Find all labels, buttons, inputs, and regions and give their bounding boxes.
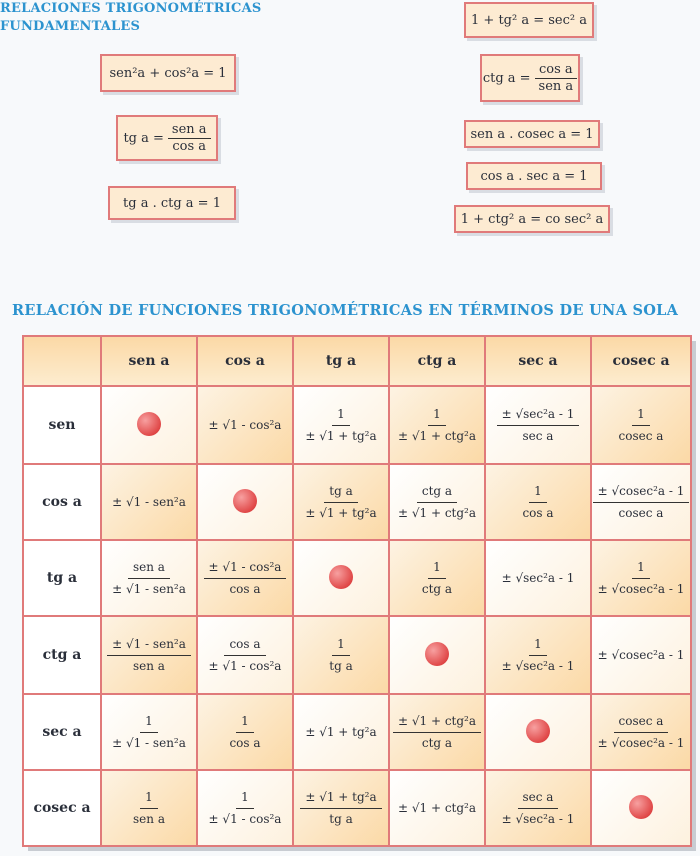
table-cell — [293, 770, 389, 846]
fraction-denominator: tg a — [329, 658, 353, 673]
cell-fraction — [300, 406, 381, 445]
cell-fraction — [497, 789, 580, 828]
fraction-numerator: cos a — [535, 62, 577, 79]
fraction-numerator: 1 — [632, 559, 650, 579]
table-row — [23, 386, 691, 464]
identity-tg-sec — [464, 2, 594, 38]
cell-fraction — [497, 406, 580, 445]
fraction-numerator: sen a — [168, 122, 211, 139]
table-cell — [485, 386, 591, 464]
diagonal-dot-icon — [137, 412, 161, 436]
cell-fraction — [300, 789, 381, 828]
diagonal-dot-icon — [526, 719, 550, 743]
table-cell — [389, 540, 485, 616]
diagonal-dot-icon — [233, 489, 257, 513]
fraction-denominator: ± √1 - cos²a — [208, 658, 282, 673]
fraction-denominator: sen a — [133, 658, 165, 673]
cell-expression: ± √1 - sen²a — [112, 495, 186, 509]
fraction-denominator: ± √1 - cos²a — [208, 811, 282, 826]
fraction-denominator: ± √cosec²a - 1 — [597, 581, 685, 596]
row-header: ctg a — [23, 616, 101, 694]
table-cell — [485, 694, 591, 770]
cell-fraction — [497, 636, 580, 675]
table-cell — [101, 694, 197, 770]
cell-fraction — [593, 713, 690, 752]
cell-fraction — [517, 483, 558, 522]
identity-cotangent — [480, 54, 580, 102]
table-cell — [197, 464, 293, 540]
fraction-numerator: 1 — [632, 406, 650, 426]
diagonal-dot-icon — [425, 642, 449, 666]
table-row — [23, 616, 691, 694]
fraction-numerator: 1 — [140, 713, 158, 733]
identity-text: sen²a + cos²a = 1 — [109, 65, 227, 81]
heading-line-1: RELACIONES TRIGONOMÉTRICAS — [0, 1, 262, 16]
fraction-numerator: 1 — [529, 483, 547, 503]
table-cell — [197, 540, 293, 616]
cell-fraction — [393, 406, 481, 445]
table-title: RELACIÓN DE FUNCIONES TRIGONOMÉTRICAS EN TÉRMINOS DE UNA SOLA — [12, 302, 679, 319]
row-header: sen — [23, 386, 101, 464]
fraction-numerator: cosec a — [614, 713, 669, 733]
table-header-row — [23, 336, 691, 386]
column-header: cos a — [197, 336, 293, 386]
section-heading — [0, 0, 261, 36]
cell-fraction — [204, 559, 287, 598]
identity-text: 1 + ctg² a = co sec² a — [460, 211, 604, 227]
table-cell — [197, 616, 293, 694]
identity-text: cos a . sec a = 1 — [480, 168, 588, 184]
fraction-numerator: 1 — [140, 789, 158, 809]
fraction-numerator: ± √cosec²a - 1 — [593, 483, 690, 503]
cell-fraction — [417, 559, 457, 598]
fraction-denominator: sen a — [133, 811, 165, 826]
cell-fraction — [107, 713, 191, 752]
table-cell — [591, 694, 691, 770]
cell-expression: ± √sec²a - 1 — [501, 571, 575, 585]
column-header: ctg a — [389, 336, 485, 386]
fraction-denominator: ctg a — [421, 735, 453, 750]
identity-lhs: ctg a = — [482, 70, 531, 86]
cell-expression: ± √1 + tg²a — [305, 725, 377, 739]
row-header: tg a — [23, 540, 101, 616]
fraction-numerator: 1 — [236, 713, 254, 733]
table-cell — [293, 694, 389, 770]
identity-pythagorean — [100, 54, 236, 92]
cell-fraction — [300, 483, 381, 522]
fraction-numerator: 1 — [428, 406, 446, 426]
diagonal-dot-icon — [629, 795, 653, 819]
identity-tg-ctg — [108, 186, 236, 220]
fraction-denominator: cos a — [172, 138, 207, 154]
diagonal-dot-icon — [329, 565, 353, 589]
table-cell — [389, 616, 485, 694]
table-cell — [101, 770, 197, 846]
identity-tangent — [116, 115, 218, 161]
cell-fraction — [393, 483, 481, 522]
conversion-table-wrapper — [22, 335, 690, 845]
fraction-denominator: ± √1 + ctg²a — [397, 428, 477, 443]
identity-fraction — [535, 62, 578, 95]
table-cell — [293, 616, 389, 694]
table-cell — [197, 386, 293, 464]
fraction-denominator: ctg a — [421, 581, 453, 596]
fraction-denominator: cos a — [522, 505, 554, 520]
corner-cell — [23, 336, 101, 386]
identity-ctg-cosec — [454, 205, 610, 233]
table-cell — [485, 770, 591, 846]
cell-fraction — [593, 483, 690, 522]
table-cell — [293, 540, 389, 616]
heading-line-2: FUNDAMENTALES — [0, 19, 141, 34]
identity-fraction — [168, 122, 211, 155]
cell-fraction — [204, 789, 287, 828]
cell-expression: ± √cosec²a - 1 — [597, 648, 685, 662]
table-cell — [591, 616, 691, 694]
cell-fraction — [224, 713, 265, 752]
fraction-denominator: tg a — [329, 811, 353, 826]
fraction-numerator: 1 — [332, 636, 350, 656]
table-cell — [197, 694, 293, 770]
table-cell — [591, 540, 691, 616]
table-cell — [101, 616, 197, 694]
cell-fraction — [107, 636, 191, 675]
fraction-numerator: sen a — [128, 559, 170, 579]
row-header: cosec a — [23, 770, 101, 846]
table-row — [23, 694, 691, 770]
table-cell — [485, 540, 591, 616]
table-cell — [101, 540, 197, 616]
table-cell — [101, 464, 197, 540]
identity-text: tg a . ctg a = 1 — [123, 195, 221, 211]
table-row — [23, 464, 691, 540]
row-header: cos a — [23, 464, 101, 540]
fraction-numerator: 1 — [529, 636, 547, 656]
fraction-denominator: cosec a — [618, 505, 664, 520]
fraction-numerator: cos a — [224, 636, 265, 656]
fraction-numerator: 1 — [236, 789, 254, 809]
fraction-denominator: ± √1 - sen²a — [112, 735, 186, 750]
fraction-denominator: sec a — [522, 428, 554, 443]
cell-expression: ± √1 - cos²a — [208, 418, 282, 432]
fraction-denominator: ± √sec²a - 1 — [501, 658, 575, 673]
table-cell — [389, 770, 485, 846]
identity-sen-cosec — [464, 120, 600, 148]
fraction-denominator: cos a — [229, 581, 261, 596]
fraction-numerator: ± √1 + ctg²a — [393, 713, 481, 733]
table-cell — [389, 464, 485, 540]
cell-expression: ± √1 + ctg²a — [397, 801, 477, 815]
table-cell — [591, 464, 691, 540]
fraction-denominator: cos a — [229, 735, 261, 750]
fraction-numerator: ± √1 + tg²a — [300, 789, 381, 809]
fraction-numerator: sec a — [518, 789, 559, 809]
table-cell — [389, 694, 485, 770]
table-cell — [485, 464, 591, 540]
fraction-numerator: 1 — [428, 559, 446, 579]
fraction-numerator: ctg a — [417, 483, 457, 503]
cell-fraction — [593, 559, 690, 598]
fraction-numerator: ± √sec²a - 1 — [497, 406, 580, 426]
fraction-denominator: sen a — [538, 78, 574, 94]
table-cell — [293, 386, 389, 464]
fraction-denominator: ± √sec²a - 1 — [501, 811, 575, 826]
cell-fraction — [204, 636, 287, 675]
column-header: cosec a — [591, 336, 691, 386]
identity-text: sen a . cosec a = 1 — [470, 126, 594, 142]
table-cell — [591, 770, 691, 846]
table-cell — [591, 386, 691, 464]
table-cell — [293, 464, 389, 540]
table-cell — [197, 770, 293, 846]
table-row — [23, 770, 691, 846]
cell-fraction — [324, 636, 357, 675]
identity-cos-sec — [466, 162, 602, 190]
column-header: sec a — [485, 336, 591, 386]
row-header: sec a — [23, 694, 101, 770]
fraction-denominator: ± √1 + tg²a — [305, 428, 377, 443]
table-cell — [485, 616, 591, 694]
cell-fraction — [393, 713, 481, 752]
cell-fraction — [614, 406, 669, 445]
fraction-denominator: ± √1 + ctg²a — [397, 505, 477, 520]
identity-lhs: tg a = — [123, 130, 164, 146]
fraction-denominator: ± √cosec²a - 1 — [597, 735, 685, 750]
table-cell — [101, 386, 197, 464]
column-header: tg a — [293, 336, 389, 386]
identity-text: 1 + tg² a = sec² a — [471, 12, 587, 28]
fraction-denominator: cosec a — [618, 428, 664, 443]
table-cell — [389, 386, 485, 464]
conversion-table — [22, 335, 692, 847]
column-header: sen a — [101, 336, 197, 386]
table-row — [23, 540, 691, 616]
fraction-denominator: ± √1 - sen²a — [112, 581, 186, 596]
cell-fraction — [128, 789, 170, 828]
fraction-numerator: ± √1 - sen²a — [107, 636, 191, 656]
cell-fraction — [107, 559, 191, 598]
fraction-denominator: ± √1 + tg²a — [305, 505, 377, 520]
fraction-numerator: ± √1 - cos²a — [204, 559, 287, 579]
fraction-numerator: 1 — [332, 406, 350, 426]
fraction-numerator: tg a — [324, 483, 357, 503]
